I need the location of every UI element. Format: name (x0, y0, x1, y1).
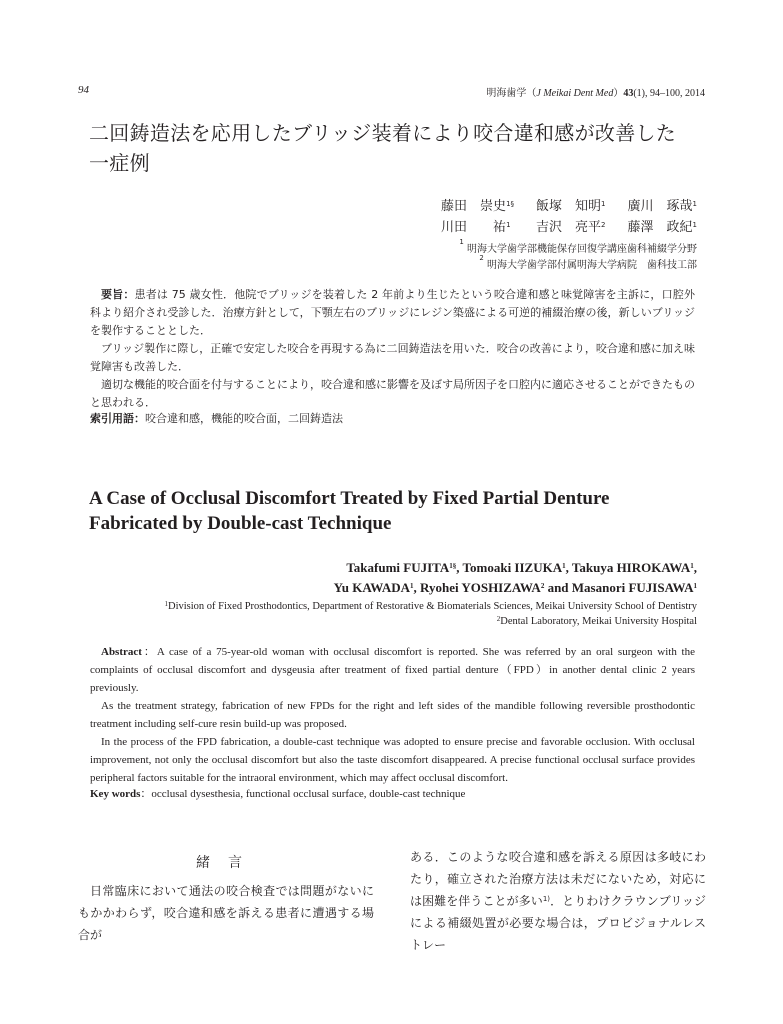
japanese-author-row-2 (441, 217, 697, 238)
japanese-title-line-1: 二回鋳造法を応用したブリッジ装着により咬合違和感が改善した (89, 121, 677, 145)
japanese-title-line-2: 一症例 (89, 151, 150, 175)
english-affiliation-1: $^1$Division of Fixed Prosthodontics, Department of Restorative & Biomaterials Sciences, Meikai University School of Dentistry (164, 600, 697, 612)
english-abstract-paragraph-2: As the treatment strategy, fabrication of new FPDs for the right and left sides of the mandible following reversible prosthodontic treatment including self-cure resin build-up was proposed. (90, 700, 695, 730)
page-number: 94 (78, 84, 89, 96)
japanese-title (89, 118, 709, 178)
english-authors-line-2: Yu KAWADA$^1$, Ryohei YOSHIZAWA$^2$ and Masanori FUJISAWA$^1$ (333, 580, 697, 595)
english-affiliation-2: $^2$Dental Laboratory, Meikai University Hospital (496, 615, 697, 627)
english-affiliations (165, 599, 698, 629)
japanese-author: 吉沢 亮平$^2$ (536, 220, 606, 235)
english-abstract-paragraph-1: Abstract：A case of a 75-year-old woman with occlusal discomfort is reported. She was referred by an oral surgeon with the complaints of occlusal discomfort and dysgeusia after treatment of fixed partial denture（FPD）in another dental clinic 2 years previously. (90, 646, 696, 694)
english-abstract (90, 643, 695, 787)
journal-issue-pages: (1), 94–100, 2014 (633, 88, 705, 99)
japanese-abstract-label: 要旨： (101, 288, 135, 301)
body-left-paragraph: 日常臨床において通法の咬合検査では問題がないにもかかわらず，咬合違和感を訴える患者に遭遇する場合が (78, 884, 374, 942)
journal-name: J Meikai Dent Med (536, 88, 614, 99)
japanese-affiliation-2: $^2$ 明海大学歯学部付属明海大学病院 歯科技工部 (479, 254, 697, 271)
english-title (89, 486, 709, 536)
japanese-authors (441, 196, 697, 238)
japanese-keywords-label: 索引用語： (90, 412, 145, 425)
english-authors-line-1: Takafumi $FUJITA^{1\S}$, Tomoaki IIZUKA$^1$, Takuya HIROKAWA$^1$, (346, 560, 697, 575)
japanese-abstract-paragraph-3: 適切な機能的咬合面を付与することにより，咬合違和感に影響を及ぼす局所因子を口腔内に適応させることができたものと思われる． (90, 378, 695, 409)
journal-suffix: ） (613, 88, 624, 99)
japanese-keywords: 索引用語：咬合違和感，機能的咬合面，二回鋳造法 (90, 412, 343, 425)
japanese-author: 廣川 琢哉$^1$ (627, 199, 697, 214)
english-title-line-1: A Case of Occlusal Discomfort Treated by Fixed Partial Denture (89, 488, 610, 509)
journal-prefix: 明海歯学（ (486, 88, 537, 99)
journal-volume: 43 (623, 88, 634, 99)
section-heading-introduction: 緒言 (196, 855, 260, 871)
japanese-author: 藤澤 政紀$^1$ (627, 220, 697, 235)
english-keywords: Key words：occlusal dysesthesia, functional occlusal surface, double-cast technique (90, 788, 466, 800)
japanese-abstract (90, 286, 695, 412)
japanese-author: 川田 祐$^1$ (441, 220, 511, 235)
reference-marker: 1) (542, 895, 550, 903)
japanese-author-row-1 (441, 196, 697, 217)
english-title-line-2: Fabricated by Double-cast Technique (89, 513, 392, 534)
japanese-affiliation-1: $^1$ 明海大学歯学部機能保存回復学講座歯科補綴学分野 (459, 238, 697, 255)
japanese-abstract-paragraph-2: ブリッジ製作に際し，正確で安定した咬合を再現する為に二回鋳造法を用いた．咬合の改善により，咬合違和感に加え味覚障害も改善した． (90, 342, 695, 373)
english-abstract-paragraph-3: In the process of the FPD fabrication, a double-cast technique was adopted to ensure precise and favorable occlusion. With occlusal improvement, not only the occlusal discomfort but also the taste discomfort disappeared. A precise functional occlusal surface provides peripheral factors suitable for the intraoral environment, which may affect occlusal discomfort. (90, 736, 695, 784)
english-abstract-label: Abstract (101, 646, 142, 658)
journal-citation (486, 84, 705, 99)
japanese-author: 飯塚 知明$^1$ (536, 199, 606, 214)
english-authors (334, 558, 697, 598)
japanese-author: 藤田 崇史$^{1\S}$ (441, 199, 515, 214)
body-left-column (78, 880, 374, 946)
body-right-column (410, 846, 706, 956)
english-keywords-label: Key words (90, 788, 141, 800)
body-right-paragraph: ある．このような咬合違和感を訴える原因は多岐にわたり，確立された治療方法は未だにないため，対応には困難を伴うことが多い$^{1)}$．とりわけクラウンブリッジによる補綴処置が必要な場合は，プロビジョナルレストレー (410, 850, 706, 952)
japanese-abstract-paragraph-1: 要旨：患者は 75 歳女性．他院でブリッジを装着した 2 年前より生じたという咬合違和感と味覚障害を主訴に，口腔外科より紹介され受診した．治療方針として，下顎左右のブリッジにレジン築盛による可逆的補綴治療の後，新しいブリッジを製作することとした． (90, 288, 695, 337)
